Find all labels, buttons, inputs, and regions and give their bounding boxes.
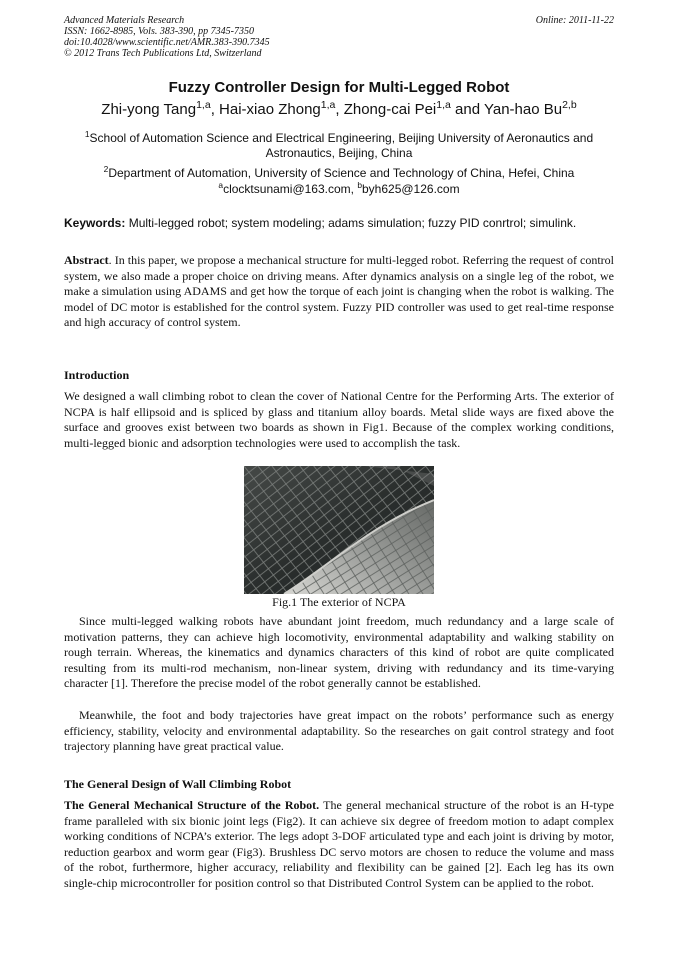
- paper-title: Fuzzy Controller Design for Multi-Legged Robot: [168, 79, 510, 96]
- journal-name: Advanced Materials Research: [64, 15, 185, 26]
- author: Yan-hao Bu$^{2,b}$: [483, 99, 577, 118]
- doi-line: doi:10.4028/www.scientific.net/AMR.383-390.7345: [64, 37, 270, 48]
- keywords: Keywords: Multi-legged robot; system modeling; adams simulation; fuzzy PID conrtrol; simulink.: [64, 216, 577, 230]
- issn-line: ISSN: 1662-8985, Vols. 383-390, pp 7345-7350: [64, 26, 254, 37]
- intro-paragraph-2: Since multi-legged walking robots have abundant joint freedom, much redundancy and a large scale of motivation patterns, they can achieve high locomotivity, environmental adaptability and walking stability on rough terrain. Whereas, the kinematics and dynamics characters of this kind of robot are quite complicated resulting from its multi-rod mechanism, non-linear system, driving with redundancy and its time-varying character [1]. Therefore the precise model of the robot generally cannot be established.: [64, 614, 614, 691]
- author: Zhong-cai Pei$^{1,a}$ and: [343, 99, 484, 118]
- author-emails: $^a$clocktsunami@163.com, $^b$byh625@126.com: [218, 180, 460, 196]
- figure-caption: Fig.1 The exterior of NCPA: [272, 595, 406, 609]
- ncpa-photo: [244, 466, 434, 594]
- author-list: [0, 101, 678, 118]
- author: Zhi-yong Tang$^{1,a}$,: [101, 99, 220, 118]
- abstract-label: Abstract: [64, 253, 109, 267]
- intro-paragraph-3: Meanwhile, the foot and body trajectories have great impact on the robots’ performance such as energy efficiency, stability, velocity and environmental adaptability. So the researches on gait control strategy and foot trajectory planning have great practical value.: [64, 708, 614, 754]
- intro-paragraph-1: We designed a wall climbing robot to clean the cover of National Centre for the Performing Arts. The exterior of NCPA is half ellipsoid and is spliced by glass and titanium alloy boards. Metal slide ways are fixed above the surface and grooves exist between two boards as shown in Fig1. Because of the complex working conditions, multi-legged bionic and adsorption technologies were used to accomplish the task.: [64, 389, 614, 450]
- running-header: [64, 15, 270, 59]
- section-heading-introduction: Introduction: [64, 368, 130, 382]
- online-date: Online: 2011-11-22: [535, 15, 614, 26]
- affiliation-1: $^1$School of Automation Science and Electrical Engineering, Beijing University of Aeronautics and Astronautics, Beijing, China: [84, 129, 594, 160]
- affiliation-2: $^2$Department of Automation, University of Science and Technology of China, Hefei, China: [103, 164, 575, 180]
- figure-ncpa-exterior: [244, 466, 434, 594]
- copyright-line: © 2012 Trans Tech Publications Ltd, Switzerland: [64, 48, 262, 59]
- subsection-heading: The General Mechanical Structure of the Robot.: [64, 798, 320, 812]
- keywords-label: Keywords:: [64, 216, 126, 230]
- general-design-paragraph: The General Mechanical Structure of the Robot. The general mechanical structure of the robot is an H-type frame paralleled with six bionic joint legs (Fig2). It can achieve six degree of freedom motion to adapt complex working conditions of NCPA’s exterior. The legs adopt 3-DOF articulated type and each joint is driving by motor, reduction gearbox and worm gear (Fig3). Brushless DC servo motors are chosen to reduce the volume and mass of the robot, furthermore, higher accuracy, reliability and flexibility can be gained [2]. Each leg has its own single-chip microcontroller for position control so that Distributed Control System can be applied to the robot.: [64, 798, 614, 890]
- abstract-paragraph: Abstract. In this paper, we propose a mechanical structure for multi-legged robot. Referring the request of control system, we also made a proper choice on driving means. After dynamics analysis on a single leg of the robot, we make a simulation using ADAMS and get how the torque of each joint is changing when the robot is walking. The model of DC motor is established for the control system. Fuzzy PID controller was used to get real-time response and high accuracy of control system.: [64, 253, 614, 330]
- section-heading-general-design: The General Design of Wall Climbing Robot: [64, 777, 292, 791]
- author: Hai-xiao Zhong$^{1,a}$,: [219, 99, 344, 118]
